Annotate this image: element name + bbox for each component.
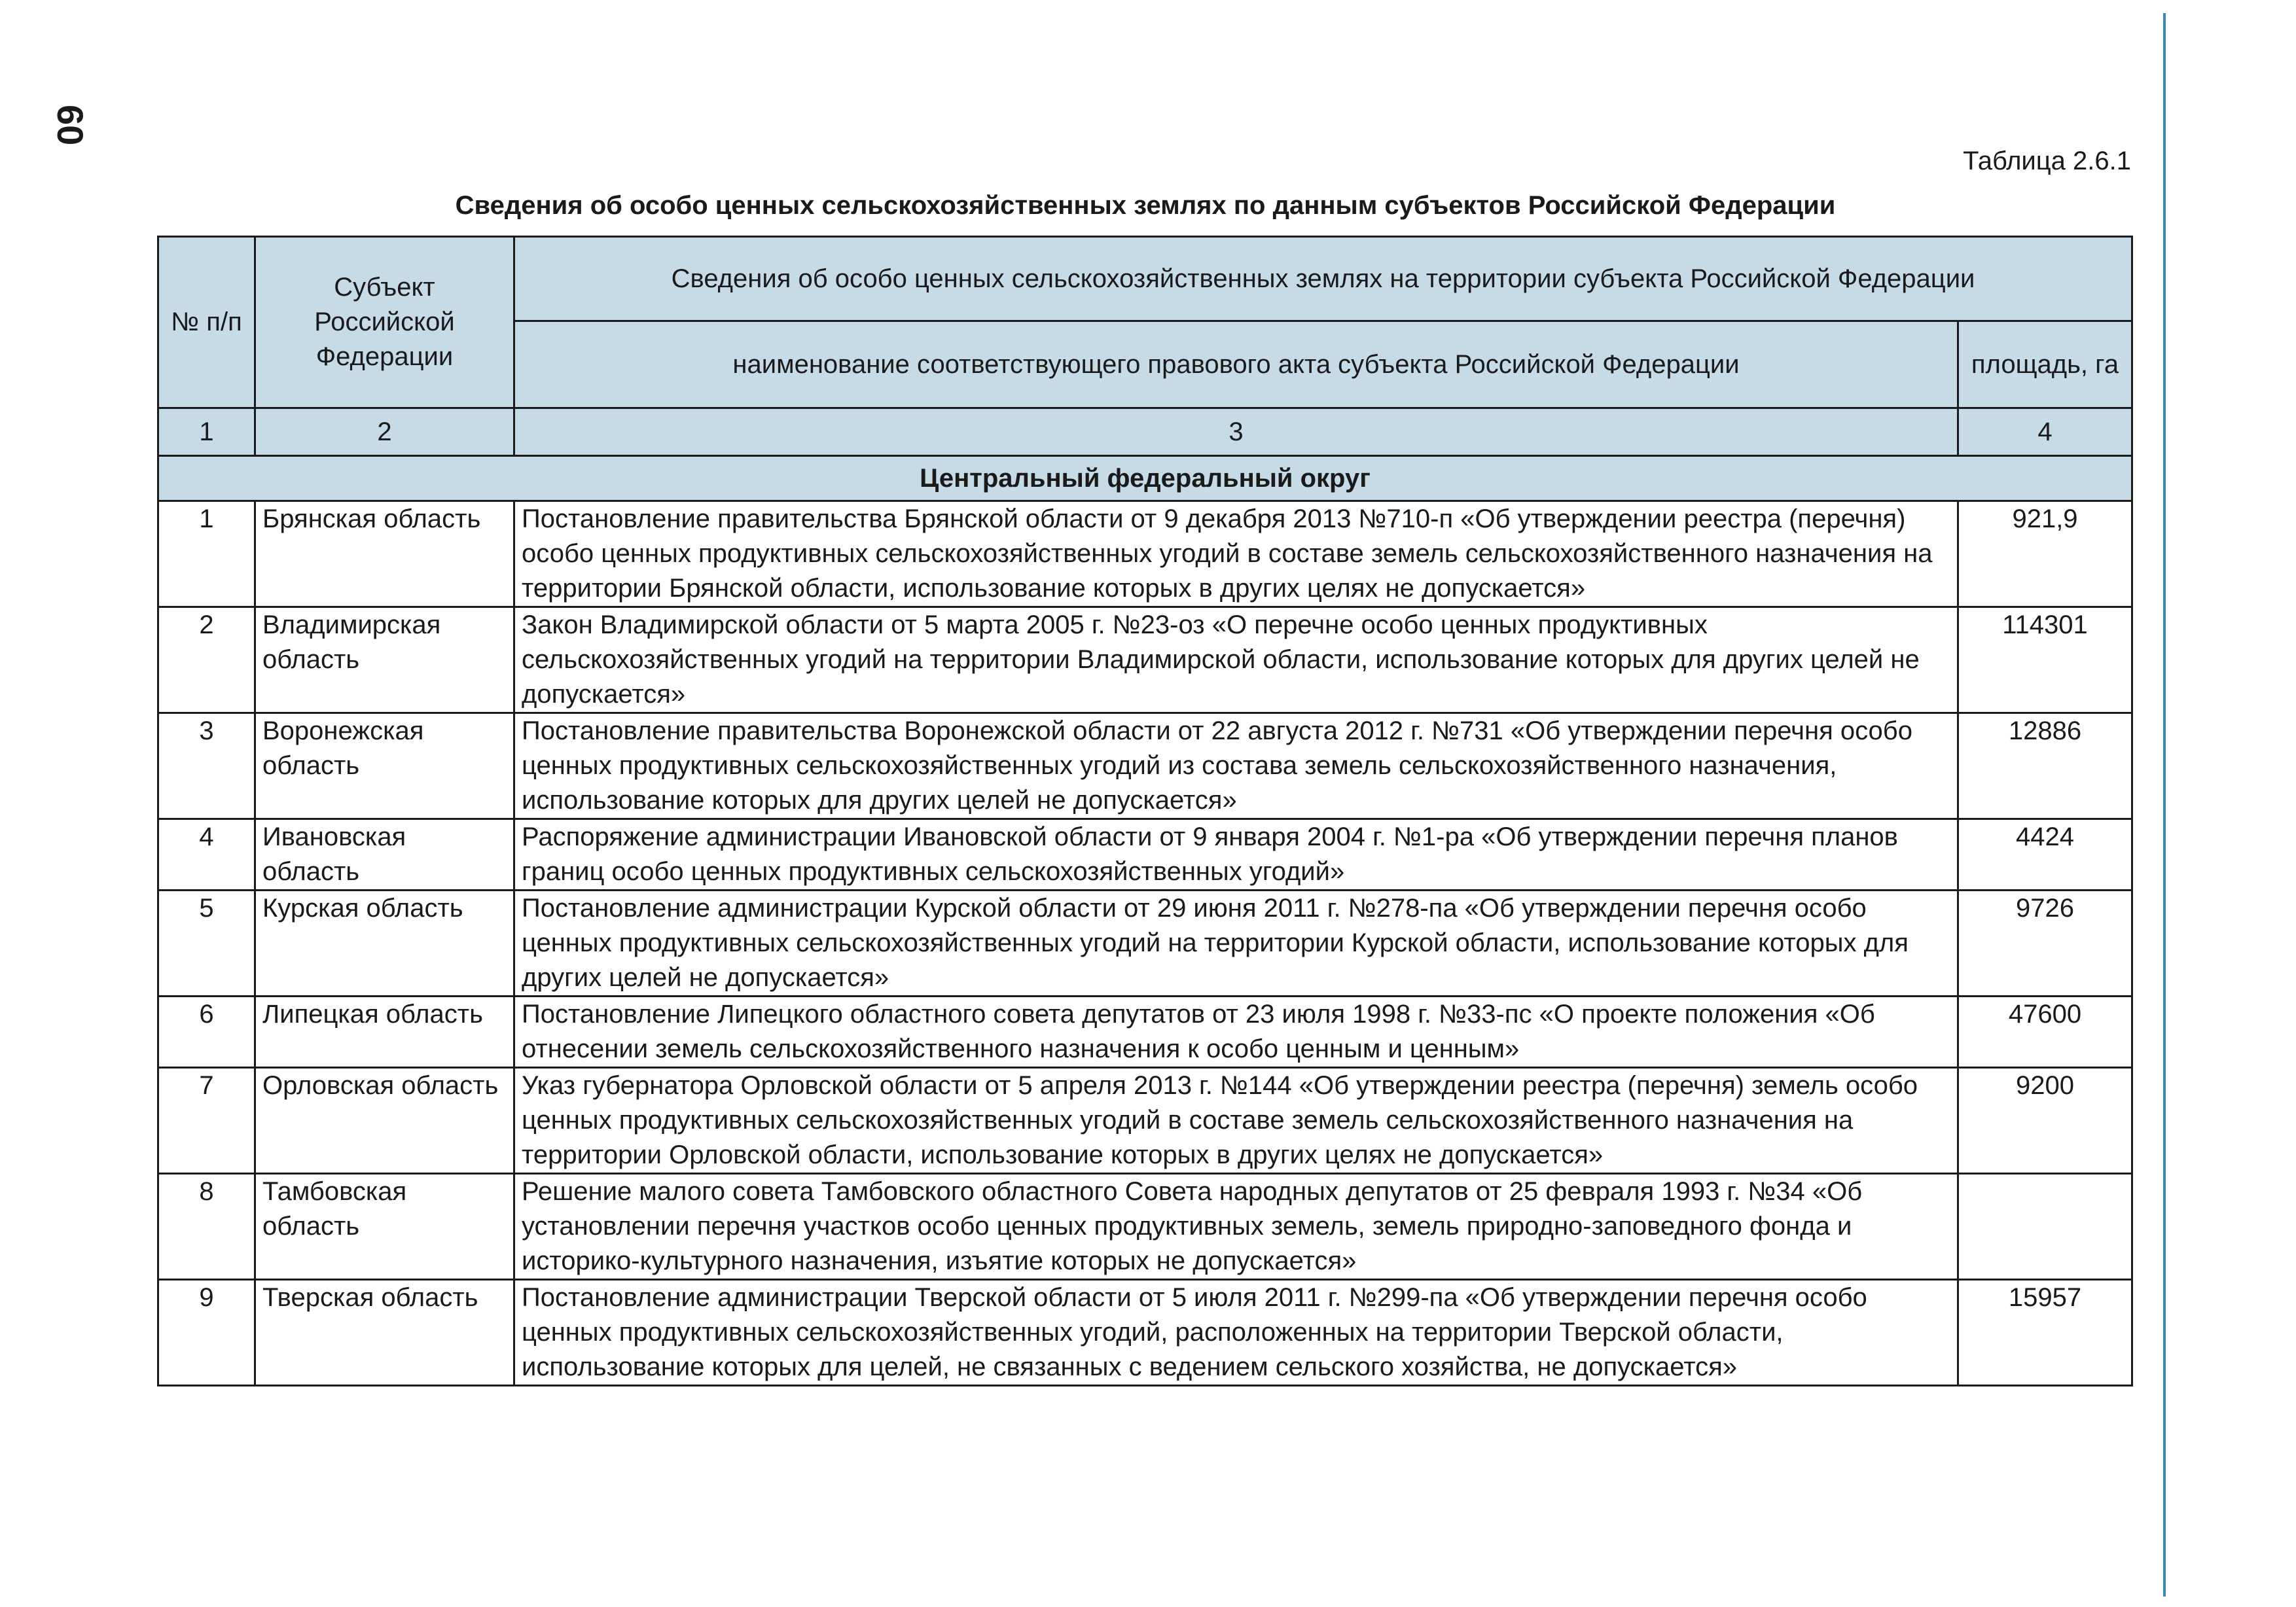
row-area: 12886 bbox=[1958, 713, 2132, 819]
header-area: площадь, га bbox=[1958, 321, 2132, 408]
row-area: 9726 bbox=[1958, 891, 2132, 997]
header-index-4: 4 bbox=[1958, 408, 2132, 456]
table-row bbox=[158, 891, 2132, 997]
row-act: Постановление правительства Брянской области от 9 декабря 2013 №710-п «Об утверждении реестра (перечня) особо ценных продуктивных сельскохозяйственных угодий в составе земель сельскохозяйственного назначения на территории Брянской области, использование которых в других целях не допускается» bbox=[514, 501, 1958, 607]
group-title: Центральный федеральный округ bbox=[158, 456, 2132, 501]
row-area: 15957 bbox=[1958, 1280, 2132, 1386]
header-index-2: 2 bbox=[255, 408, 514, 456]
table-row bbox=[158, 607, 2132, 713]
header-num: № п/п bbox=[158, 237, 255, 408]
row-act: Распоряжение администрации Ивановской области от 9 января 2004 г. №1-ра «Об утверждении перечня планов границ особо ценных продуктивных сельскохозяйственных угодий» bbox=[514, 819, 1958, 891]
row-number: 7 bbox=[158, 1068, 255, 1174]
row-act: Закон Владимирской области от 5 марта 2005 г. №23-оз «О перечне особо ценных продуктивных сельскохозяйственных угодий на территории Владимирской области, использование которых для других целей не допускается» bbox=[514, 607, 1958, 713]
header-index-3: 3 bbox=[514, 408, 1958, 456]
row-act: Постановление правительства Воронежской области от 22 августа 2012 г. №731 «Об утверждении перечня особо ценных продуктивных сельскохозяйственных угодий из состава земель сельскохозяйственного назначения, использование которых для других целей не допускается» bbox=[514, 713, 1958, 819]
side-accent-line bbox=[2163, 13, 2166, 1597]
land-table bbox=[157, 236, 2133, 1386]
row-number: 4 bbox=[158, 819, 255, 891]
row-number: 3 bbox=[158, 713, 255, 819]
row-subject: Курская область bbox=[255, 891, 514, 997]
row-act: Постановление администрации Тверской области от 5 июля 2011 г. №299-па «Об утверждении перечня особо ценных продуктивных сельскохозяйственных угодий, расположенных на территории Тверской области, использование которых для целей, не связанных с ведением сельского хозяйства, не допускается» bbox=[514, 1280, 1958, 1386]
table-row bbox=[158, 819, 2132, 891]
table-row bbox=[158, 713, 2132, 819]
row-number: 6 bbox=[158, 997, 255, 1068]
row-area: 47600 bbox=[1958, 997, 2132, 1068]
header-index-1: 1 bbox=[158, 408, 255, 456]
row-act: Постановление администрации Курской области от 29 июня 2011 г. №278-па «Об утверждении перечня особо ценных продуктивных сельскохозяйственных угодий на территории Курской области, использование которых для других целей не допускается» bbox=[514, 891, 1958, 997]
row-subject: Брянская область bbox=[255, 501, 514, 607]
row-act: Указ губернатора Орловской области от 5 апреля 2013 г. №144 «Об утверждении реестра (перечня) земель особо ценных продуктивных сельскохозяйственных угодий в составе земель сельскохозяйственного назначения на территории Орловской области, использование которых в других целях не допускается» bbox=[514, 1068, 1958, 1174]
table-title: Сведения об особо ценных сельскохозяйственных землях по данным субъектов Российской Федерации bbox=[455, 191, 1836, 220]
header-subject: Субъект Российской Федерации bbox=[255, 237, 514, 408]
row-area: 9200 bbox=[1958, 1068, 2132, 1174]
row-subject: Ивановская область bbox=[255, 819, 514, 891]
row-subject: Воронежская область bbox=[255, 713, 514, 819]
row-area: 4424 bbox=[1958, 819, 2132, 891]
row-subject: Орловская область bbox=[255, 1068, 514, 1174]
row-number: 8 bbox=[158, 1174, 255, 1280]
table-row bbox=[158, 1174, 2132, 1280]
table-row bbox=[158, 1280, 2132, 1386]
header-act: наименование соответствующего правового акта субъекта Российской Федерации bbox=[514, 321, 1958, 408]
header-info: Сведения об особо ценных сельскохозяйственных землях на территории субъекта Российской Федерации bbox=[514, 237, 2132, 321]
table-row bbox=[158, 1068, 2132, 1174]
table-row bbox=[158, 501, 2132, 607]
row-area: 114301 bbox=[1958, 607, 2132, 713]
row-subject: Тамбовская область bbox=[255, 1174, 514, 1280]
row-subject: Липецкая область bbox=[255, 997, 514, 1068]
row-act: Постановление Липецкого областного совета депутатов от 23 июля 1998 г. №33-пс «О проекте положения «Об отнесении земель сельскохозяйственного назначения к особо ценным и ценным» bbox=[514, 997, 1958, 1068]
page-number: 60 bbox=[50, 105, 91, 146]
row-subject: Владимирская область bbox=[255, 607, 514, 713]
row-number: 5 bbox=[158, 891, 255, 997]
row-subject: Тверская область bbox=[255, 1280, 514, 1386]
row-number: 9 bbox=[158, 1280, 255, 1386]
row-area: 921,9 bbox=[1958, 501, 2132, 607]
row-number: 2 bbox=[158, 607, 255, 713]
row-area bbox=[1958, 1174, 2132, 1280]
row-act: Решение малого совета Тамбовского областного Совета народных депутатов от 25 февраля 1993 г. №34 «Об установлении перечня участков особо ценных продуктивных земель, земель природно-заповедного фонда и историко-культурного назначения, изъятие которых не допускается» bbox=[514, 1174, 1958, 1280]
row-number: 1 bbox=[158, 501, 255, 607]
table-row bbox=[158, 997, 2132, 1068]
table-number: Таблица 2.6.1 bbox=[1963, 147, 2131, 175]
